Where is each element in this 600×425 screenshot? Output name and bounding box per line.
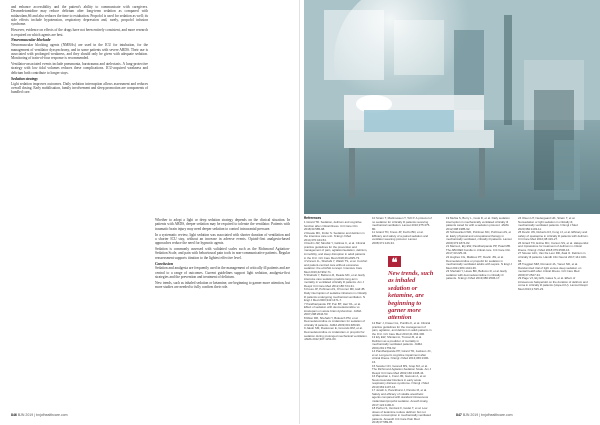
- reference-item: 2 Reade MC, Finfer S. Sedation and delirium in the intensive care unit. N Engl J Med 2014;370:444-54.: [304, 230, 365, 242]
- body-paragraph: Light sedation improves outcomes. Daily sedation interruption allows assessment and reduces overall dosing. Early mobilisation, family involvement and sleep promotion are components of bundled care.: [11, 81, 148, 95]
- text-column-2: [155, 218, 290, 408]
- reference-item: 7 Pandharipande PP, Pun BT, Herr DL, et al. Effect of sedation with dexmedetomidine vs lorazepam on acute brain dysfunction. JAMA 2007;298:2644-53.: [304, 301, 362, 317]
- body-paragraph: Neuromuscular blocking agents (NMBAs) are used in the ICU for intubation, for the management of ventilator dyssynchrony, and in some patients with severe ARDS. Their use is associated with prolonged weakness, and they should only be given with adequate sedation. Monitoring of train-of-four response is recommended.: [11, 43, 148, 61]
- reference-item: 5 Shehabi Y, Bellomo R, Reade MC, et al. Early intensive care sedation predicts long-term mortality in ventilated critically ill patients. Am J Respir Crit Care Med 2012;186:724-31.: [304, 273, 365, 288]
- references-column-2-top: [372, 217, 432, 253]
- reference-item: 23 Shehabi Y, Howe BD, Bellomo R, et al. Early sedation with dexmedetomidine in critically ill patients. N Engl J Med 2019;380:2506-17.: [446, 269, 507, 281]
- reference-item: 26 Girard TD, Exline MC, Carson SS, et al. Haloperidol and ziprasidone for treatment of delirium in critical illness. N Engl J Med 2018;379:2506-16.: [518, 240, 589, 252]
- pull-quote-text: New trends, such as inhaled sedation or ketamine, are beginning to garner more attention: [388, 270, 434, 322]
- reference-item: 28 Treggiari MM, Romand JA, Yanez ND, et al. Randomized trial of light versus deep sedation on mental health after critical illness. Crit Care Med 2009;37:2527-34.: [518, 262, 582, 277]
- references-column-1: [304, 217, 368, 409]
- body-paragraph: Sedation and analgesia are frequently used in the management of critically ill patients and are central to a range of outcomes. Current guidelines support light sedation, analgesia-first strategies and the prevention and treatment of delirium.: [155, 266, 290, 280]
- reference-item: 6 Kress JP, Pohlman AS, O'Connor MF, Hall JB. Daily interruption of sedative infusions in critically ill patients undergoing mechanical ventilation. N Engl J Med 2000;342:1471-7.: [304, 287, 367, 303]
- body-paragraph: In a systematic review, light sedation was associated with shorter duration of ventilation and a shorter ICU stay, without an increase in adverse events. Opioid-first analgesia-based approaches reduce the need for hypnotic agents.: [155, 232, 290, 246]
- reference-item: 16 Papazian L, Forel JM, Gacouin A, et al. Neuromuscular blockers in early acute respiratory distress syndrome. N Engl J Med 2010;363:1107-16.: [372, 374, 429, 389]
- section-heading: Conclusion: [155, 261, 173, 266]
- reference-item: 11 Girard TD, Kress JP, Fuchs BD, et al. Efficacy and safety of a paired sedation and ventilator weaning protocol. Lancet 2008;371:126-34.: [372, 230, 429, 245]
- reference-item: 27 Slooter AJC, Van De Leur RR, Zaal IJ. Delirium in critically ill patients. Handb Clin Neurol 2017;141:449-66.: [518, 251, 587, 263]
- quote-mark-icon: ❝: [388, 256, 401, 267]
- reference-item: 19 Mehta S, Burry L, Cook D, et al. Daily sedation interruption in mechanically ventilated critically ill patients cared for with a sedation protocol. JAMA 2012;308:1985-92.: [446, 216, 510, 231]
- reference-item: 14 Pandharipande PP, Girard TD, Jackson JC, et al. Long-term cognitive impairment after critical illness. N Engl J Med 2013;369:1306-16.: [372, 349, 432, 365]
- footer-text: BJN 2019 | bnjofhealthcare.com: [17, 413, 68, 417]
- body-paragraph: Ventilator-associated events include pneumonia, barotrauma and atelectasis. A lung-protective strategy with low tidal volumes reduces these complications. ICU-acquired weakness and delirium both contribute to longer stays.: [11, 62, 148, 75]
- footer-text: BJN 2019 | bnjofhealthcare.com: [462, 413, 513, 417]
- pull-quote: [388, 256, 438, 322]
- reference-item: 20 Schweickert WD, Pohlman MC, Pohlman AS, et al. Early physical and occupational therapy in mechanically ventilated, critically ill patients. Lancet 2009;373:1874-82.: [446, 230, 512, 245]
- page-number: 847: [456, 413, 462, 417]
- reference-item: 15 Sessler CN, Gosnell MS, Grap MJ, et al. The Richmond Agitation-Sedation Scale. Am J Respir Crit Care Med 2002;166:1338-44.: [372, 363, 432, 375]
- body-paragraph: New trends, such as inhaled sedation or ketamine, are beginning to garner more attention, but more studies are needed to fully confirm their role.: [155, 280, 290, 290]
- reference-item: 25 Devlin JW, Roberts RJ, Fong JJ, et al. Efficacy and safety of quetiapine in critically ill patients with delirium. Crit Care Med 2010;38:419-27.: [518, 230, 589, 242]
- section-heading: Sedation strategy: [11, 76, 38, 81]
- text-column-1: [11, 5, 148, 409]
- reference-item: 3 Devlin JW, Skrobik Y, Gélinas C, et al. Clinical practice guidelines for the prevention and management of pain, agitation/sedation, delirium, immobility, and sleep disruption in adult patients in the ICU. Crit Care Med 2018;46:e825-73.: [304, 241, 368, 260]
- body-paragraph: Whether to adopt a light or deep sedation strategy depends on the clinical situation. In patients with ARDS, deeper sedation may be required to tolerate the ventilator. Patients with traumatic brain injury may need deeper sedation to control intracranial pressure.: [155, 218, 290, 231]
- page-footer-left: [11, 413, 68, 417]
- body-paragraph: However, evidence on effects of the drugs have not been entirely consistent, and more research is required on which agents are best.: [11, 28, 148, 37]
- references-column-4: [518, 217, 590, 409]
- body-paragraph: Sedation is commonly assessed with validated scales such as the Richmond Agitation-Sedation Scale, and pain with behavioural pain tools in non-communicative patients. Regular reassessment supports titration to the lightest effective level.: [155, 247, 290, 260]
- section-heading: Neuromuscular blockade: [11, 38, 51, 43]
- reference-item: 17 Jerath A, Panckhurst J, Parotto M, et al. Safety and efficacy of volatile anesthetic agents compared with standard intravenous midazolam/propofol sedation. Anesth Analg 2017;124:1190-9.: [372, 388, 429, 407]
- left-page: [0, 0, 300, 424]
- reference-item: 13 Ely EW, Shintani A, Truman B, et al. Delirium as a predictor of mortality in mechanically ventilated patients. JAMA 2004;291:1753-62.: [372, 335, 422, 350]
- reference-item: 4 Vincent JL, Shehabi Y, Walsh TS, et al. Comfort and patient-centred care without excessive sedation: the eCASH concept. Intensive Care Med 2016;42:962-71.: [304, 259, 368, 274]
- body-paragraph: and enhance accessibility and the patient's ability to communicate with caregivers. Dexmedetomidine may reduce delirium after long-term sedation as compared with midazolam,66 and also reduces the time to extubation. Propofol is used for sedation as well; its side effects include hypotension, respiratory depression and, rarely, propofol infusion syndrome.: [11, 5, 148, 27]
- reference-item: 12 Barr J, Fraser GL, Puntillo K, et al. Clinical practice guidelines for the management of pain, agitation, and delirium in adult patients in the ICU. Crit Care Med 2013;41:263-306.: [372, 321, 432, 336]
- reference-item: 10 Strøm T, Martinussen T, Toft P. A protocol of no sedation for critically ill patients receiving mechanical ventilation. Lancet 2010;375:475-80.: [372, 216, 432, 231]
- references-column-3: [446, 217, 512, 409]
- page-footer-right: [456, 413, 513, 417]
- reference-item: 22 Hughes CG, Mailloux PT, Devlin JW, et al. Dexmedetomidine or propofol for sedation in mechanically ventilated adults with sepsis. N Engl J Med 2021;384:1424-36.: [446, 255, 512, 270]
- references-column-2-bottom: [372, 321, 432, 425]
- reference-item: 9 Jakob SM, Ruokonen E, Grounds RM, et al. Dexmedetomidine vs midazolam or propofol for sedation during prolonged mechanical ventilation. JAMA 2012;307:1151-60.: [304, 326, 368, 342]
- reference-item: 8 Riker RR, Shehabi Y, Bokesch PM, et al. Dexmedetomidine vs midazolam for sedation of critically ill patients. JAMA 2009;301:489-99.: [304, 315, 365, 327]
- references-heading: References: [304, 216, 322, 220]
- reference-item: 18 Perbet S, Verdonk F, Godet T, et al. Low doses of ketamine reduce delirium but not opiate consumption in mechanically ventilated patients. Anaesth Crit Care Pain Med 2018;37:589-95.: [372, 406, 431, 425]
- reference-item: 1 Girard TD. Sedation, delirium and cognitive function after critical illness. Crit Care Clin 2018;34:585-98.: [304, 220, 362, 232]
- reference-item: 21 Marra A, Ely EW, Pandharipande PP, Patel MB. The ABCDEF bundle in critical care. Crit Care Clin 2017;33:225-43.: [446, 244, 511, 256]
- page-number: 846: [11, 413, 17, 417]
- reference-item: 24 Olsen HT, Nedergaard HK, Strøm T, et al. Nonsedation or light sedation in critically ill, mechanically ventilated patients. N Engl J Med 2020;382:1103-11.: [518, 216, 578, 231]
- reference-item: 29 Page VJ, Ely EW, Gates S, et al. Effect of intravenous haloperidol on the duration of delirium and coma in critically ill patients (Hope-ICU). Lancet Respir Med 2013;1:515-23.: [518, 276, 588, 291]
